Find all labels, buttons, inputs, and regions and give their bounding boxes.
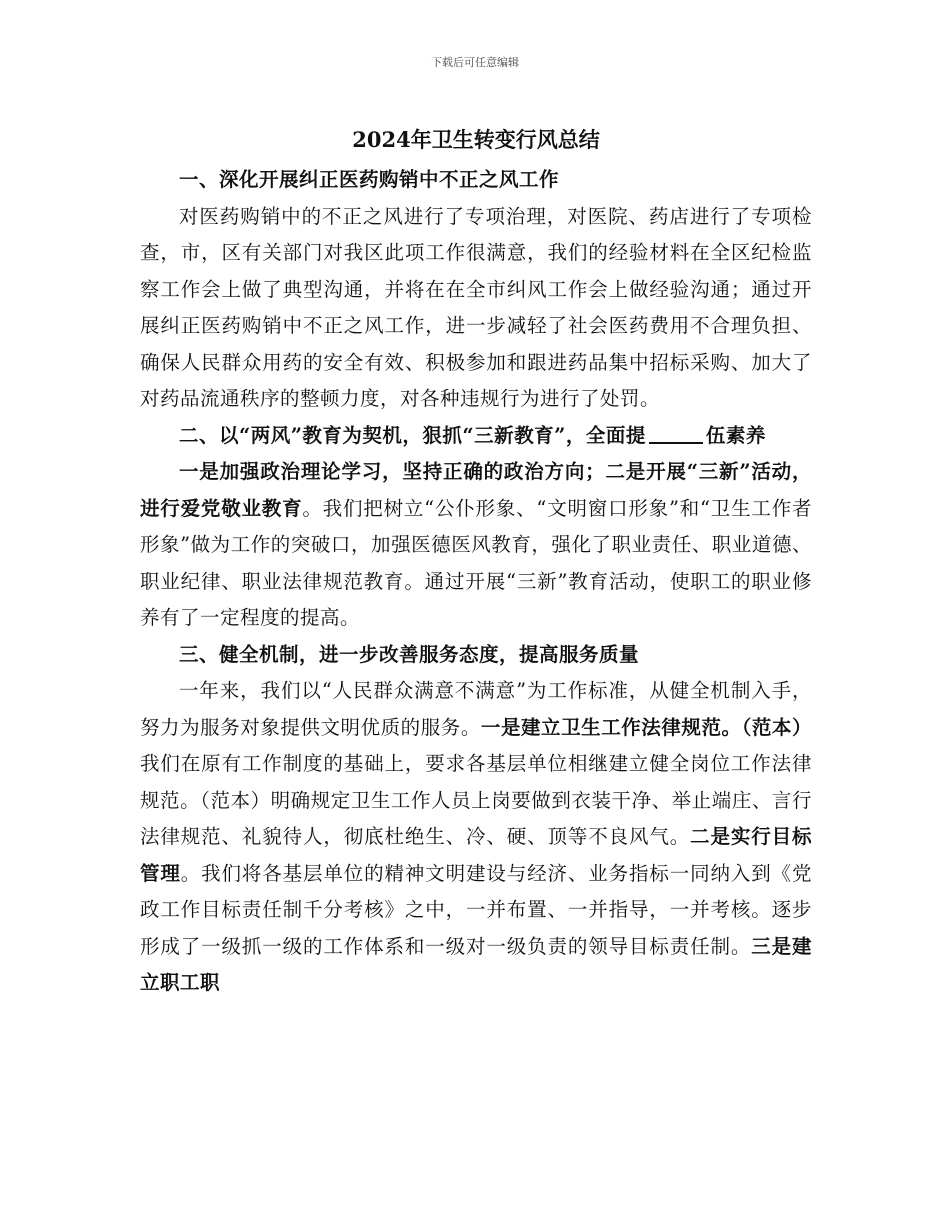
section3-bold-1: 一是建立卫生工作法律规范。（范本） xyxy=(480,715,812,739)
section3-bold-3: 三是建立职工职 xyxy=(140,934,812,994)
document-body xyxy=(140,122,812,1002)
section3-bold-2: 二是实行目标管理 xyxy=(140,825,812,885)
section3-text-3: 。我们将各基层单位的精神文明建设与经济、业务指标一同纳入到《党政工作目标责任制千分考核》之中，一并布置、一并指导，一并考核。逐步形成了一级抓一级的工作体系和一级对一级负责的领导目标责任制。 xyxy=(140,861,812,958)
section2-heading xyxy=(140,418,812,455)
section2-heading-part-a: 二、以“两风”教育为契机，狠抓“三新教育”，全面提 xyxy=(179,423,646,447)
section1-paragraph: 对医药购销中的不正之风进行了专项治理，对医院、药店进行了专项检查，市，区有关部门对我区此项工作很满意，我们的经验材料在全区纪检监察工作会上做了典型沟通，并将在在全市纠风工作会上做经验沟通；通过开展纠正医药购销中不正之风工作，进一步减轻了社会医药费用不合理负担、确保人民群众用药的安全有效、积极参加和跟进药品集中招标采购、加大了对药品流通秩序的整顿力度，对各种违规行为进行了处罚。 xyxy=(140,204,812,410)
document-title: 2024年卫生转变行风总结 xyxy=(352,127,600,152)
section3-heading: 三、健全机制，进一步改善服务态度，提高服务质量 xyxy=(179,642,640,666)
section3-text-1: 一年来，我们以“人民群众满意不满意”为工作标准，从健全机制入手，努力为服务对象提供文明优质的服务。 xyxy=(140,679,812,739)
section2-bold-lead: 一是加强政治理论学习，坚持正确的政治方向；二是开展“三新”活动，进行爱党敬业教育 xyxy=(140,460,812,520)
section1-heading: 一、深化开展纠正医药购销中不正之风工作 xyxy=(179,168,560,191)
section2-heading-part-b: 伍素养 xyxy=(705,423,766,447)
section3-text-2: 我们在原有工作制度的基础上，要求各基层单位相继建立健全岗位工作法律规范。（范本）明确规定卫生工作人员上岗要做到衣装干净、举止端庄、言行法律规范、礼貌待人，彻底杜绝生、冷、硬、顶等不良风气。 xyxy=(140,752,812,848)
section3-paragraph xyxy=(140,673,812,1002)
section2-text: 。我们把树立“公仆形象、“文明窗口形象”和“卫生工作者形象”做为工作的突破口，加强医德医风教育，强化了职业责任、职业道德、职业纪律、职业法律规范教育。通过开展“三新”教育活动，使职工的职业修养有了一定程度的提高。 xyxy=(140,496,812,629)
header-note: 下载后可任意编辑 xyxy=(431,56,519,69)
fill-blank xyxy=(649,422,703,444)
section2-paragraph xyxy=(140,454,812,637)
